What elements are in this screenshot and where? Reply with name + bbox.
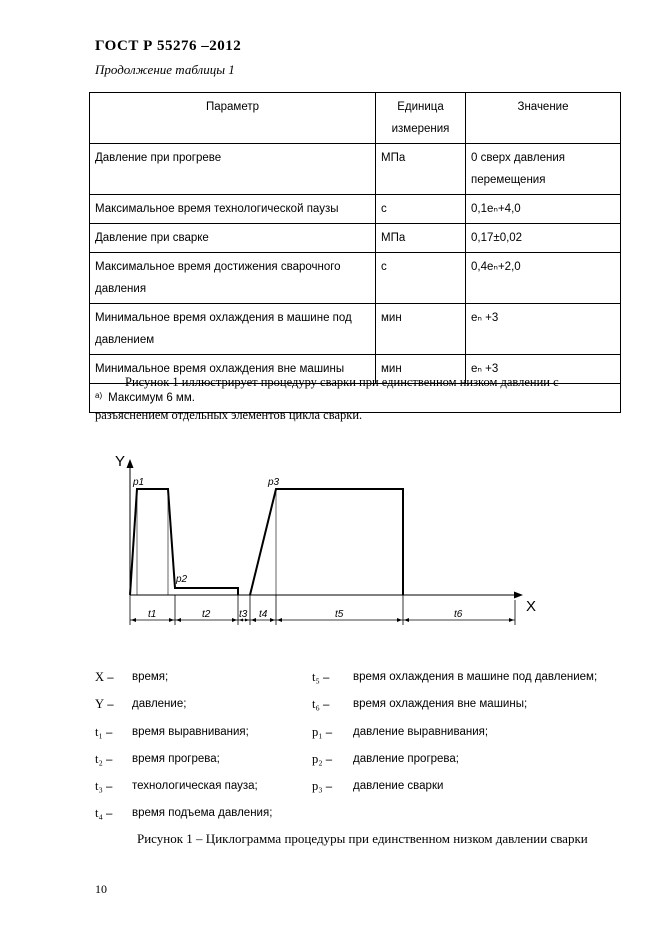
legend-text: давление прогрева; [353,753,459,765]
legend-item: p₂ – [312,752,333,766]
table-cell: МПа [376,224,466,253]
body-paragraph-continuation: разъяснением отдельных элементов цикла сварки. [95,408,363,422]
legend-item: Y – [95,697,114,711]
label-p1: p1 [133,477,145,488]
footnote-text: Максимум 6 мм. [108,392,195,404]
table-cell: 0,4eₙ+2,0 [466,253,621,304]
legend-item: t₂ – [95,752,113,766]
y-axis-arrow-icon [127,459,134,468]
table-cell: Максимальное время достижения сварочного давления [90,253,376,304]
table-cell: Давление при прогреве [90,144,376,195]
legend-item: t₃ – [95,779,113,793]
legend-text: давление выравнивания; [353,726,489,738]
legend-text: время подъема давления; [132,807,273,819]
table-cell: 0,17±0,02 [466,224,621,253]
legend-symbol: t₆ [312,697,320,711]
legend-symbol: t₃ [95,779,103,793]
label-t5: t5 [335,609,344,620]
legend-symbol: p₂ [312,752,323,766]
page-number: 10 [95,882,107,896]
pressure-curve-phase-2 [250,489,403,595]
table-cell: с [376,253,466,304]
legend-text: время выравнивания; [132,726,249,738]
legend-text: технологическая пауза; [132,780,258,792]
table-cell: мин [376,355,466,384]
legend-symbol: t₅ [312,670,320,684]
column-header-value: Значение [466,93,621,144]
column-header-parameter: Параметр [90,93,376,144]
legend-text: давление сварки [353,780,444,792]
legend-item: X – [95,670,114,684]
column-header-unit: Единица измерения [376,93,466,144]
label-t6: t6 [454,609,463,620]
legend-symbol: Y [95,697,105,711]
legend-text: время прогрева; [132,753,220,765]
document-title: ГОСТ Р 55276 –2012 [95,38,242,54]
x-axis-arrow-icon [514,592,523,599]
legend-item: p₁ – [312,725,333,739]
table-cell: 0 сверх давления перемещения [466,144,621,195]
footnote-mark: a) [95,391,103,400]
body-paragraph: Рисунок 1 иллюстрирует процедуру сварки при единственном низком давлении с [125,375,559,389]
y-axis-label: Y [115,453,126,470]
label-t3: t3 [239,609,248,620]
legend-item: t₄ – [95,806,113,820]
legend-symbol: X [95,670,105,684]
legend-symbol: t₄ [95,806,103,820]
table-cell: eₙ +3 [466,355,621,384]
table-cell: Давление при сварке [90,224,376,253]
table-continuation-label: Продолжение таблицы 1 [95,62,235,77]
legend-item: t₁ – [95,725,113,739]
table-cell: Максимальное время технологической паузы [90,195,376,224]
legend-item: t₆ – [312,697,330,711]
figure-caption: Рисунок 1 – Циклограмма процедуры при единственном низком давлении сварки [137,831,588,846]
label-t1: t1 [148,609,157,620]
legend-symbol: p₃ [312,779,323,793]
legend-text: давление; [132,698,187,710]
table-cell: с [376,195,466,224]
table-cell: МПа [376,144,466,195]
legend-text: время охлаждения в машине под давлением; [353,671,598,683]
table-cell: 0,1eₙ+4,0 [466,195,621,224]
table-cell: eₙ +3 [466,304,621,355]
table-cell: Минимальное время охлаждения в машине под давлением [90,304,376,355]
label-t2: t2 [202,609,211,620]
table-cell: мин [376,304,466,355]
legend-symbol: t₁ [95,725,103,739]
legend-text: время охлаждения вне машины; [353,698,528,710]
legend-item: t₅ – [312,670,330,684]
legend-symbol: p₁ [312,725,323,739]
label-t4: t4 [259,609,268,620]
legend-item: p₃ – [312,779,333,793]
legend-text: время; [132,671,169,683]
legend-symbol: t₂ [95,752,103,766]
label-p3: p3 [268,477,280,488]
label-p2: p2 [176,574,188,585]
x-axis-label: X [526,598,537,615]
table-cell: Минимальное время охлаждения вне машины [90,355,376,384]
